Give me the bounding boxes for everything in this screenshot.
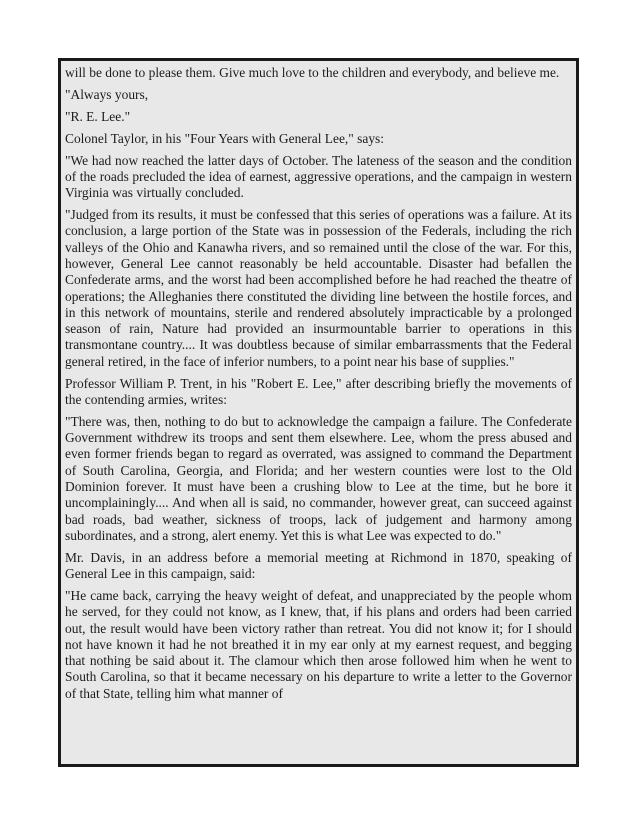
paragraph-davis-intro: Mr. Davis, in an address before a memorial meeting at Richmond in 1870, speaking of General Lee in this campaign, said: (65, 549, 572, 582)
paragraph-taylor-quote-2: "Judged from its results, it must be confessed that this series of operations was a failure. At its conclusion, a large portion of the State was in possession of the Federals, including the rich valleys of the Ohio and Kanawha rivers, and so remained until the close of the war. For this, however, General Lee cannot reasonably be held accountable. Disaster had befallen the Confederate arms, and the worst had been accomplished before he had reached the theatre of operations; the Alleghanies there constituted the dividing line between the hostile forces, and in this network of mountains, sterile and rendered absolutely impracticable by a prolonged season of rain, Nature had provided an insurmountable barrier to operations in this transmontane country.... It was doubtless because of similar embarrassments that the Federal general retired, in the face of inferior numbers, to a point near his base of supplies." (65, 207, 572, 369)
paragraph-taylor-quote-1: "We had now reached the latter days of October. The lateness of the season and the condition of the roads precluded the idea of earnest, aggressive operations, and the campaign in western Virginia was virtually concluded. (65, 152, 572, 201)
page-frame (58, 58, 579, 767)
paragraph-trent-intro: Professor William P. Trent, in his "Robert E. Lee," after describing briefly the movements of the contending armies, writes: (65, 375, 572, 407)
paragraph-letter-closing: will be done to please them. Give much love to the children and everybody, and believe me. (65, 65, 560, 80)
paragraph-signature: "R. E. Lee." (65, 108, 131, 124)
paragraph-taylor-intro: Colonel Taylor, in his "Four Years with General Lee," says: (65, 130, 385, 146)
paragraph-davis-quote: "He came back, carrying the heavy weight of defeat, and unappreciated by the people whom he served, for they could not know, as I knew, that, if his plans and orders had been carried out, the result would have been victory rather than retreat. You did not know it; for I should not have known it had he not breathed it in my ear only at my earnest request, and begging that nothing be said about it. The clamour which then arose followed him when he went to South Carolina, so that it became necessary on his departure to write a letter to the Governor of that State, telling him what manner of (65, 587, 572, 701)
paragraph-trent-quote: "There was, then, nothing to do but to acknowledge the campaign a failure. The Confederate Government withdrew its troops and sent them elsewhere. Lee, whom the press abused and even former friends began to regard as overrated, was assigned to command the Department of South Carolina, Georgia, and Florida; and her western counties were lost to the Old Dominion forever. It must have been a crushing blow to Lee at the time, but he bore it uncomplainingly.... And when all is said, no commander, however great, can succeed against bad roads, bad weather, sickness of troops, lack of judgement and harmony among subordinates, and a strong, alert enemy. Yet this is what Lee was expected to do." (65, 413, 572, 543)
text-body (61, 61, 576, 702)
paragraph-valediction: "Always yours, (65, 86, 149, 102)
